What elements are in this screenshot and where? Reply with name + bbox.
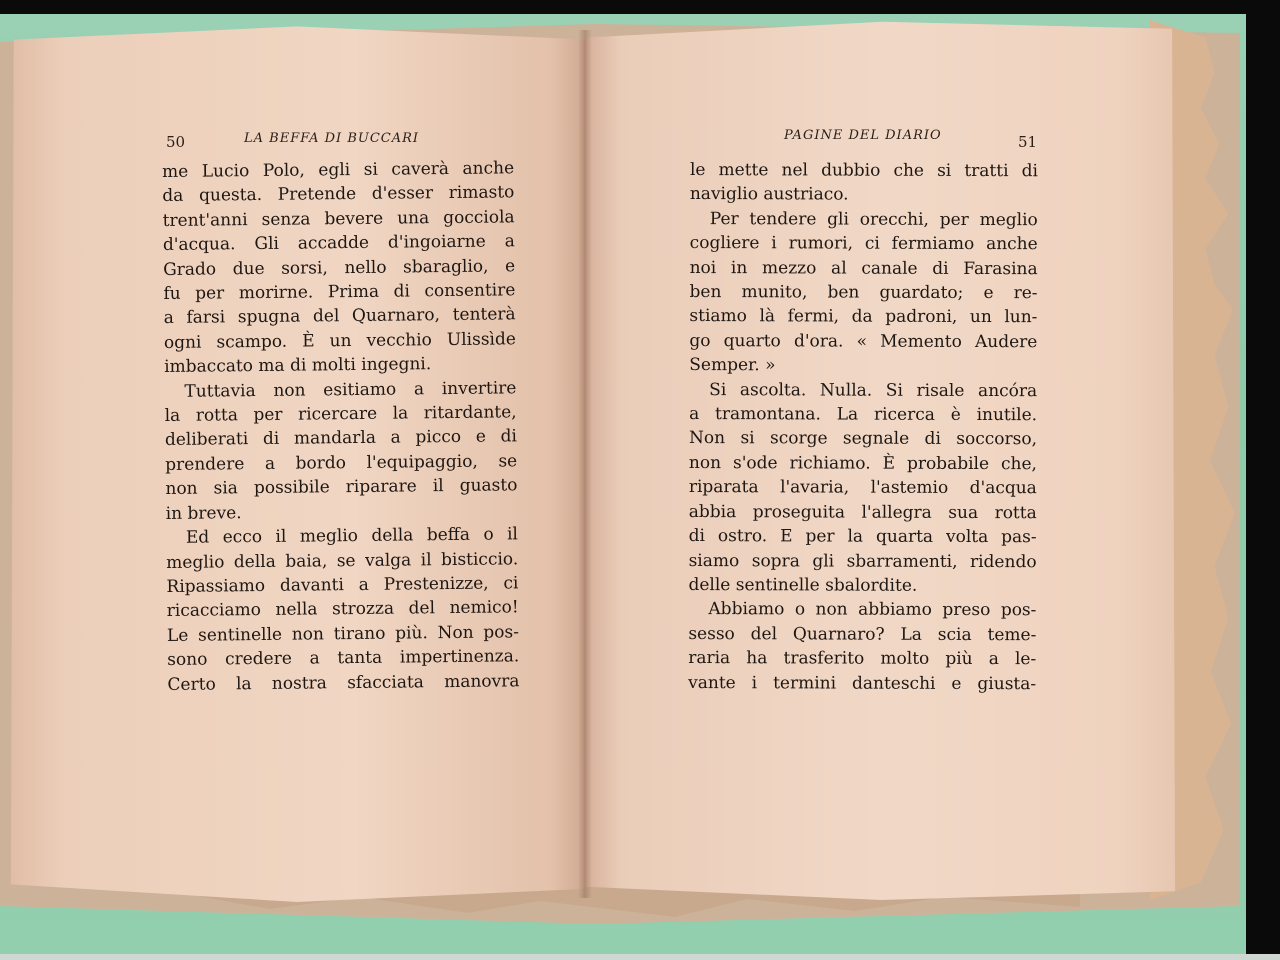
bottom-edge-strip: [0, 954, 1280, 960]
text-line: Grado due sorsi, nello sbaraglio, e: [163, 255, 516, 280]
top-black-border: [0, 0, 1280, 14]
text-line: le mette nel dubbio che si tratti di: [689, 159, 1038, 182]
text-line: ogni scampo. È un vecchio Ulissìde: [163, 329, 517, 353]
text-line: in breve.: [165, 502, 242, 524]
text-line: la rotta per ricercare la ritardante,: [164, 402, 517, 427]
text-line: raria ha trasferito molto più a le-: [688, 648, 1037, 670]
text-line: ben munito, ben guardato; e re-: [689, 282, 1038, 304]
text-line: delle sentinelle sbalordite.: [688, 574, 918, 596]
text-line: di ostro. E per la quarta volta pas-: [688, 526, 1037, 548]
text-line: non sia possibile riparare il guasto: [165, 475, 518, 500]
text-line: deliberati di mandarla a picco e di: [164, 426, 518, 451]
text-line: non s'ode richiamo. È probabile che,: [688, 452, 1037, 475]
text-line: sesso del Quarnaro? La scia teme-: [688, 623, 1037, 645]
text-line: Certo la nostra sfacciata manovra: [167, 670, 520, 695]
text-line: sono credere a tanta impertinenza.: [167, 646, 520, 671]
text-line: d'acqua. Gli accadde d'ingoiarne a: [162, 231, 515, 256]
text-line: Ed ecco il meglio della beffa o il: [185, 524, 519, 548]
text-line: prendere a bordo l'equipaggio, se: [165, 451, 518, 475]
text-line: meglio della baia, se valga il bisticcio.: [166, 548, 519, 573]
text-line: da questa. Pretende d'esser rimasto: [162, 182, 515, 207]
text-line: me Lucio Polo, egli si caverà anche: [162, 158, 515, 182]
text-line: cogliere i rumori, ci fermiamo anche: [689, 233, 1038, 255]
text-line: Le sentinelle non tirano più. Non pos-: [166, 622, 520, 646]
text-line: Semper. »: [689, 355, 776, 376]
text-line: Si ascolta. Nulla. Si risale ancóra: [709, 379, 1038, 401]
text-line: abbia proseguita l'allegra sua rotta: [688, 501, 1037, 523]
left-running-head: LA BEFFA DI BUCCARI: [244, 131, 420, 146]
text-line: imbaccato ma di molti ingegni.: [164, 354, 432, 378]
text-line: fu per morirne. Prima di consentire: [163, 280, 516, 305]
text-line: ricacciamo nella strozza del nemico!: [166, 597, 519, 622]
right-page-text: [688, 158, 1038, 696]
right-black-border: [1246, 0, 1280, 960]
text-line: go quarto d'ora. « Memento Audere: [689, 330, 1038, 353]
text-line: Per tendere gli orecchi, per meglio: [709, 208, 1038, 231]
text-line: Abbiamo o non abbiamo preso pos-: [708, 599, 1037, 621]
text-line: Non si scorge segnale di soccorso,: [688, 428, 1038, 450]
left-page-number: 50: [166, 133, 186, 151]
left-page-text: [162, 156, 520, 697]
text-line: a tramontana. La ricerca è inutile.: [689, 404, 1038, 426]
text-line: stiamo là fermi, da padroni, un lun-: [689, 306, 1038, 328]
text-line: riparata l'avaria, l'astemio d'acqua: [688, 477, 1037, 499]
text-line: naviglio austriaco.: [689, 184, 849, 205]
right-running-head: PAGINE DEL DIARIO: [784, 128, 942, 143]
right-page-number: 51: [1018, 133, 1038, 151]
book-gutter: [578, 30, 592, 898]
text-line: siamo sopra gli sbarramenti, ridendo: [688, 550, 1037, 572]
text-line: trent'anni senza bevere una gocciola: [162, 207, 515, 231]
text-line: noi in mezzo al canale di Farasina: [689, 257, 1038, 279]
text-line: a farsi spugna del Quarnaro, tenterà: [163, 304, 516, 329]
text-line: Tuttavia non esitiamo a invertire: [184, 377, 517, 402]
text-line: Ripassiamo davanti a Prestenizze, ci: [166, 573, 519, 597]
text-line: vante i termini danteschi e giusta-: [688, 672, 1037, 694]
